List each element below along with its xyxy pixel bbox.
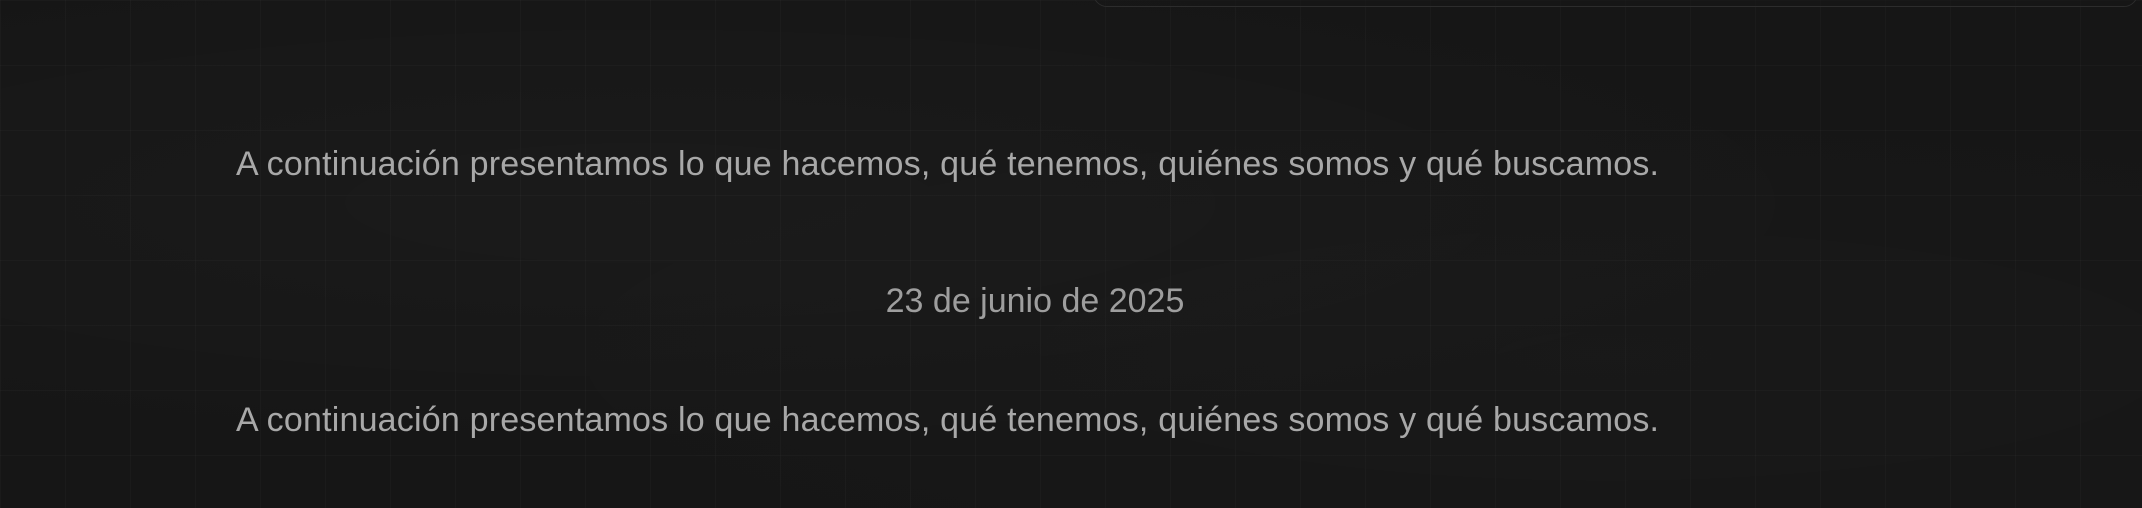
intro-text-top: A continuación presentamos lo que hacemos, qué tenemos, quiénes somos y qué buscamos.: [236, 145, 1660, 183]
intro-text-bottom: A continuación presentamos lo que hacemos, qué tenemos, quiénes somos y qué buscamos.: [236, 401, 1660, 439]
top-card-edge: [1093, 0, 2138, 7]
post-date: 23 de junio de 2025: [885, 282, 1185, 320]
